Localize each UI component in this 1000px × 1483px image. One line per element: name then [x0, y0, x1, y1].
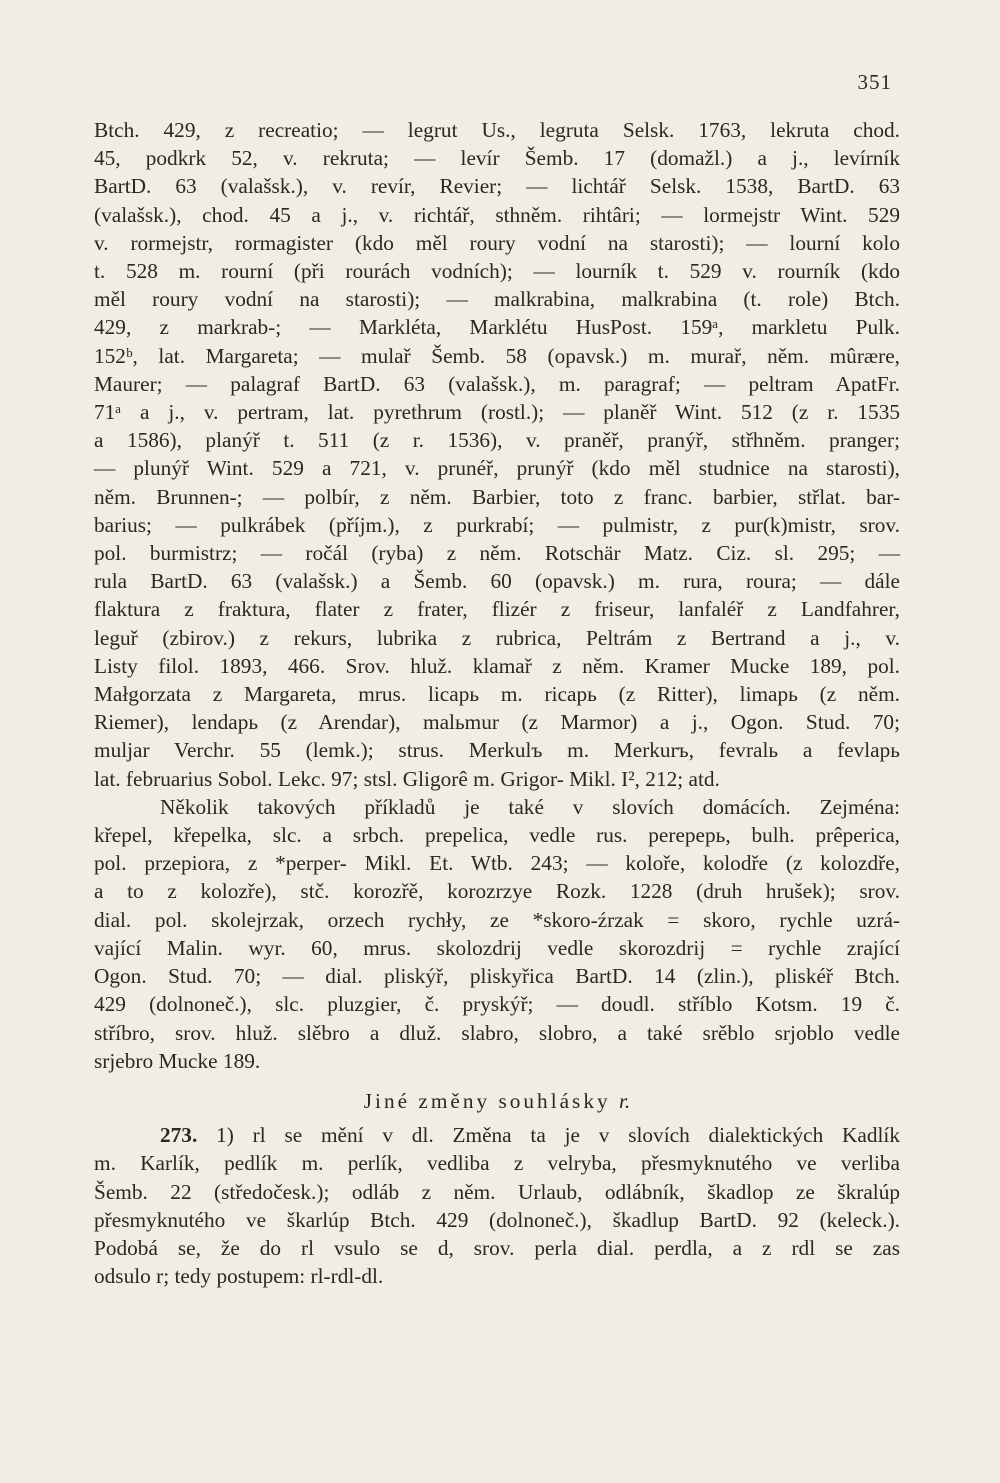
text-line: Podobá se, že do rl vsulo se d, srov. perla dial. perdla, a z rdl se zas	[94, 1235, 900, 1260]
text-line: muljar Verchr. 55 (lemk.); strus. Merkulъ m. Merkurъ, fevralь a fevlaрь	[94, 738, 900, 763]
text-line: 71ᵃ a j., v. pertram, lat. pyrethrum (rostl.); — planěř Wint. 512 (z r. 1535	[94, 400, 900, 425]
paragraph-domestic-words	[94, 793, 900, 1075]
text-line: Małgorzata z Margareta, mrus. licaрь m. ricaрь (z Ritter), limaрь (z něm.	[94, 682, 900, 707]
text-line: — plunýř Wint. 529 a 721, v. prunéř, prunýř (kdo měl studnice na starosti),	[94, 456, 900, 481]
text-line: Btch. 429, z recreatio; — legrut Us., legruta Selsk. 1763, lekruta chod.	[94, 118, 900, 142]
page-body	[94, 116, 900, 1290]
text-line: 45, podkrk 52, v. rekruta; — levír Šemb. 17 (domažl.) a j., levírník	[94, 146, 900, 171]
section-number: 273.	[160, 1123, 198, 1148]
text-line: Ogon. Stud. 70; — dial. pliskýř, pliskyřica BartD. 14 (zlin.), pliskéř Btch.	[94, 964, 900, 989]
text-line: pol. przepiora, z *perper- Mikl. Et. Wtb. 243; — koloře, kolodře (z kolozdře,	[94, 851, 900, 876]
text-line: Šemb. 22 (středočesk.); odláb z něm. Urlaub, odlábník, škadlop ze škralúp	[94, 1179, 900, 1204]
text-line: Listy filol. 1893, 466. Srov. hluž. klamař z něm. Kramer Mucke 189, pol.	[94, 653, 900, 678]
text-line: lat. februarius Sobol. Lekc. 97; stsl. Gligorê m. Grigor- Mikl. I², 212; atd.	[94, 766, 720, 791]
text-line: flaktura z fraktura, flater z frater, flizér z friseur, lanfaléř z Landfahrer,	[94, 597, 900, 622]
text-line: 429, z markrab-; — Markléta, Marklétu HusPost. 159ᵃ, markletu Pulk.	[94, 315, 900, 340]
text-line: odsulo r; tedy postupem: rl-rdl-dl.	[94, 1264, 384, 1289]
text-line: Maurer; — palagraf BartD. 63 (valašsk.), m. paragraf; — peltram ApatFr.	[94, 371, 900, 396]
section-heading-text: Jiné změny souhlásky	[363, 1088, 611, 1113]
text-line: dial. pol. skolejrzak, orzech rychły, ze *skoro-źrzak = skoro, rychle uzrá-	[94, 907, 900, 932]
text-line: BartD. 63 (valašsk.), v. revír, Revier; — lichtář Selsk. 1538, BartD. 63	[94, 174, 900, 199]
text-line: pol. burmistrz; — ročál (ryba) z něm. Rotschär Matz. Ciz. sl. 295; —	[94, 541, 900, 566]
text-line: rula BartD. 63 (valašsk.) a Šemb. 60 (opavsk.) m. rura, roura; — dále	[94, 569, 900, 594]
page-number: 351	[857, 70, 892, 94]
text-line: (valašsk.), chod. 45 a j., v. richtář, sthněm. rihtâri; — lormejstr Wint. 529	[94, 202, 900, 227]
text-line: přesmyknutého ve škarlúp Btch. 429 (dolnoneč.), škadlup BartD. 92 (keleck.).	[94, 1207, 900, 1232]
paragraph-examples-borrowings	[94, 116, 900, 793]
section-273	[94, 1121, 900, 1290]
text-line: 152ᵇ, lat. Margareta; — mulař Šemb. 58 (opavsk.) m. murař, něm. mûrære,	[94, 343, 900, 368]
text-line: stříbro, srov. hluž. slěbro a dluž. slabro, slobro, a také srěblo srjoblo vedle	[94, 1020, 900, 1045]
text-line: 429 (dolnoneč.), slc. pluzgier, č. pryskýř; — doudl. stříblo Kotsm. 19 č.	[94, 992, 900, 1017]
section-heading	[94, 1087, 900, 1115]
text-line: srjebro Mucke 189.	[94, 1048, 261, 1073]
text-line: t. 528 m. rourní (při rourách vodních); — lourník t. 529 v. rourník (kdo	[94, 259, 900, 284]
text-line: leguř (zbirov.) z rekurs, lubrika z rubrica, Peltrám z Bertrand a j., v.	[94, 625, 900, 650]
text-line: m. Karlík, pedlík m. perlík, vedliba z velryba, přesmyknutého ve verliba	[94, 1151, 900, 1176]
text-line: Riemer), lendaрь (z Arendar), malьmur (z Marmor) a j., Ogon. Stud. 70;	[94, 710, 900, 735]
text-line: v. rormejstr, rormagister (kdo měl roury vodní na starosti); — lourní kolo	[94, 230, 900, 255]
text-line: a to z kolozře), stč. korozřě, korozrzye Rozk. 1228 (druh hrušek); srov.	[94, 879, 900, 904]
text-line: a 1586), planýř t. 511 (z r. 1536), v. praněř, pranýř, střhněm. pranger;	[94, 428, 900, 453]
text-line: 273. 1) rl se mění v dl. Změna ta je v slovích dialektických Kadlík	[160, 1123, 900, 1148]
text-line: křepel, křepelka, slc. a srbch. prepelica, vedle rus. perepeрь, bulh. prêperica,	[94, 823, 900, 848]
text-line: barius; — pulkrábek (příjm.), z purkrabí; — pulmistr, z pur(k)mistr, srov.	[94, 512, 900, 537]
section-heading-letter: r.	[618, 1088, 631, 1113]
text-line: měl roury vodní na starosti); — malkrabina, malkrabina (t. role) Btch.	[94, 287, 900, 312]
text-line: vající Malin. wyr. 60, mrus. skolozdrij vedle skorozdrij = rychle zrající	[94, 935, 900, 960]
text-line: Několik takových příkladů je také v slovích domácích. Zejména:	[160, 794, 900, 819]
text-line: něm. Brunnen-; — polbír, z něm. Barbier, toto z franc. barbier, střlat. bar-	[94, 484, 900, 509]
